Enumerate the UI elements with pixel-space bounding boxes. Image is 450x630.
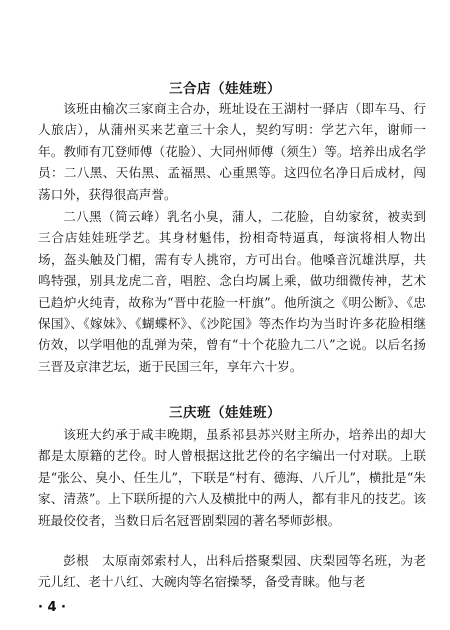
paragraph-sanqingban-intro: 该班大约承于咸丰晚期，虽系祁县苏兴财主所办，培养出的却大都是太原籍的艺伶。时人曾根据这批艺伶的名字编出一付对联。上联是“张公、臭小、任生儿”，下联是“村有、德海、八斤儿”，横批是“朱家、清蒸”。上下联所提的六人及横批中的两人，都有非凡的技艺。该班最佼佼者，当数日后名冠晋剧梨园的著名琴师彭根。 xyxy=(38,427,426,528)
paragraph-erbahei-bio: 二八黑（简云峰）乳名小臭，蒲人，二花脸，自幼家贫，被卖到三合店娃娃班学艺。其身材魁伟，扮相奇特逼真，每演将相人物出场，盔头触及门楣，需有专人挑帘，方可出台。他嗓音沉雄洪厚，共鸣特强，别具龙虎二音，唱腔、念白均属上乘，做功细微传神，艺术已趋炉火纯青，故称为“晋中花脸一杆旗”。他所演之《明公断》、《忠保国》、《嫁妹》、《蝴蝶杯》、《沙陀国》等杰作均为当时许多花脸相继仿效，以学唱他的乱弹为荣，曾有“十个花脸九二八”之说。以后名扬三晋及京津艺坛，逝于民国三年，享年六十岁。 xyxy=(38,209,426,374)
section-title-sanqingban: 三庆班（娃娃班） xyxy=(169,405,281,421)
page-number: · 4 · xyxy=(38,600,66,615)
paragraph-sanhedian-intro: 该班由榆次三家商主合办，班址设在王湖村一驿店（即车马、行人旅店），从蒲州买来艺童三十余人，契约写明：学艺六年，谢师一年。教师有兀登师傅（花脸）、大同州师傅（须生）等。培养出成名学员：二八黑、天佑黑、孟福黑、心重黑等。这四位名净日后成材，闯荡口外，获得很高声誉。 xyxy=(38,101,426,202)
section-title-sanhedian: 三合店（娃娃班） xyxy=(169,81,281,97)
paragraph-penggen-bio: 彭根 太原南郊索村人，出科后搭聚梨园、庆梨园等名班，为老元儿红、老十八红、大碗肉等名宿操琴，备受青睐。他与老 xyxy=(38,553,426,590)
